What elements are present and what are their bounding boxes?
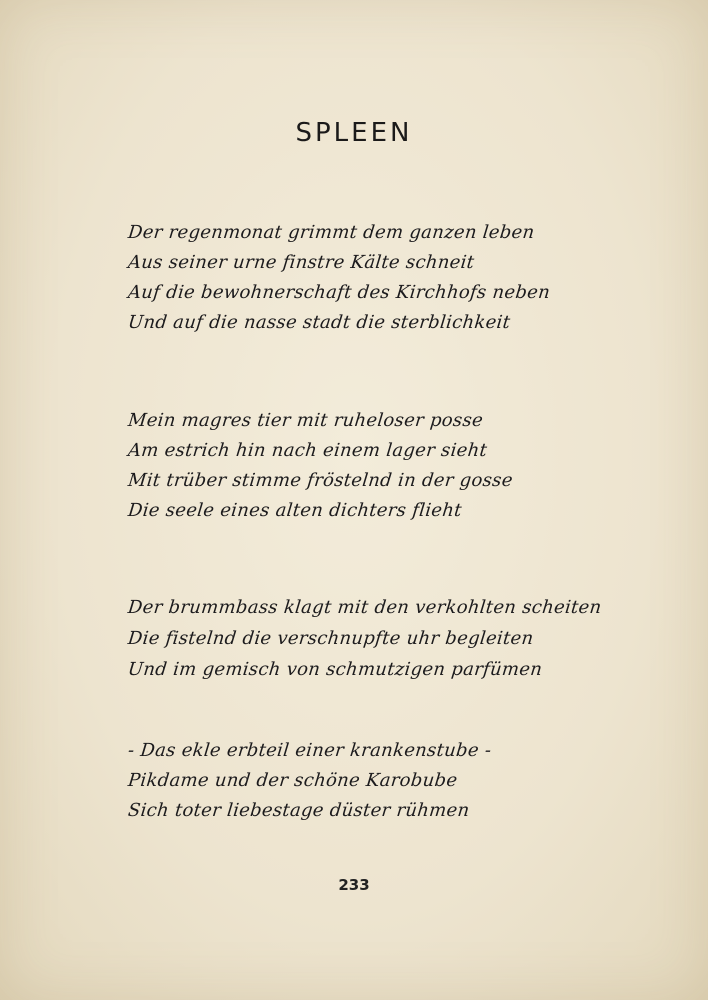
poem-line: Mit trüber stimme fröstelnd in der gosse (126, 470, 514, 491)
poem-line: Und auf die nasse stadt die sterblichkeit (126, 312, 512, 333)
poem-title: SPLEEN (295, 118, 413, 148)
poem-line: Die seele eines alten dichters flieht (126, 500, 463, 521)
stanza-2 (128, 406, 648, 526)
poem-line: Aus seiner urne finstre Kälte schneit (126, 252, 476, 273)
poem-line: - Das ekle erbteil einer krankenstube - (126, 740, 493, 761)
poem-line: Am estrich hin nach einem lager sieht (126, 440, 489, 461)
poem-line: Sich toter liebestage düster rühmen (126, 800, 471, 821)
poem-line: Pikdame und der schöne Karobube (126, 770, 459, 791)
stanza-3 (128, 592, 648, 685)
poem-line: Mein magres tier mit ruheloser posse (126, 410, 485, 431)
poem-line: Der regenmonat grimmt dem ganzen leben (126, 222, 536, 243)
poem-line: Und im gemisch von schmutzigen parfümen (126, 659, 544, 680)
page-number: 233 (338, 876, 370, 894)
poem-line: Auf die bewohnerschaft des Kirchhofs neben (126, 282, 552, 303)
stanza-1 (128, 218, 648, 338)
poem-line: Die fistelnd die verschnupfte uhr begleiten (126, 628, 535, 649)
stanza-4 (128, 736, 648, 826)
poem-line: Der brummbass klagt mit den verkohlten scheiten (126, 597, 603, 618)
